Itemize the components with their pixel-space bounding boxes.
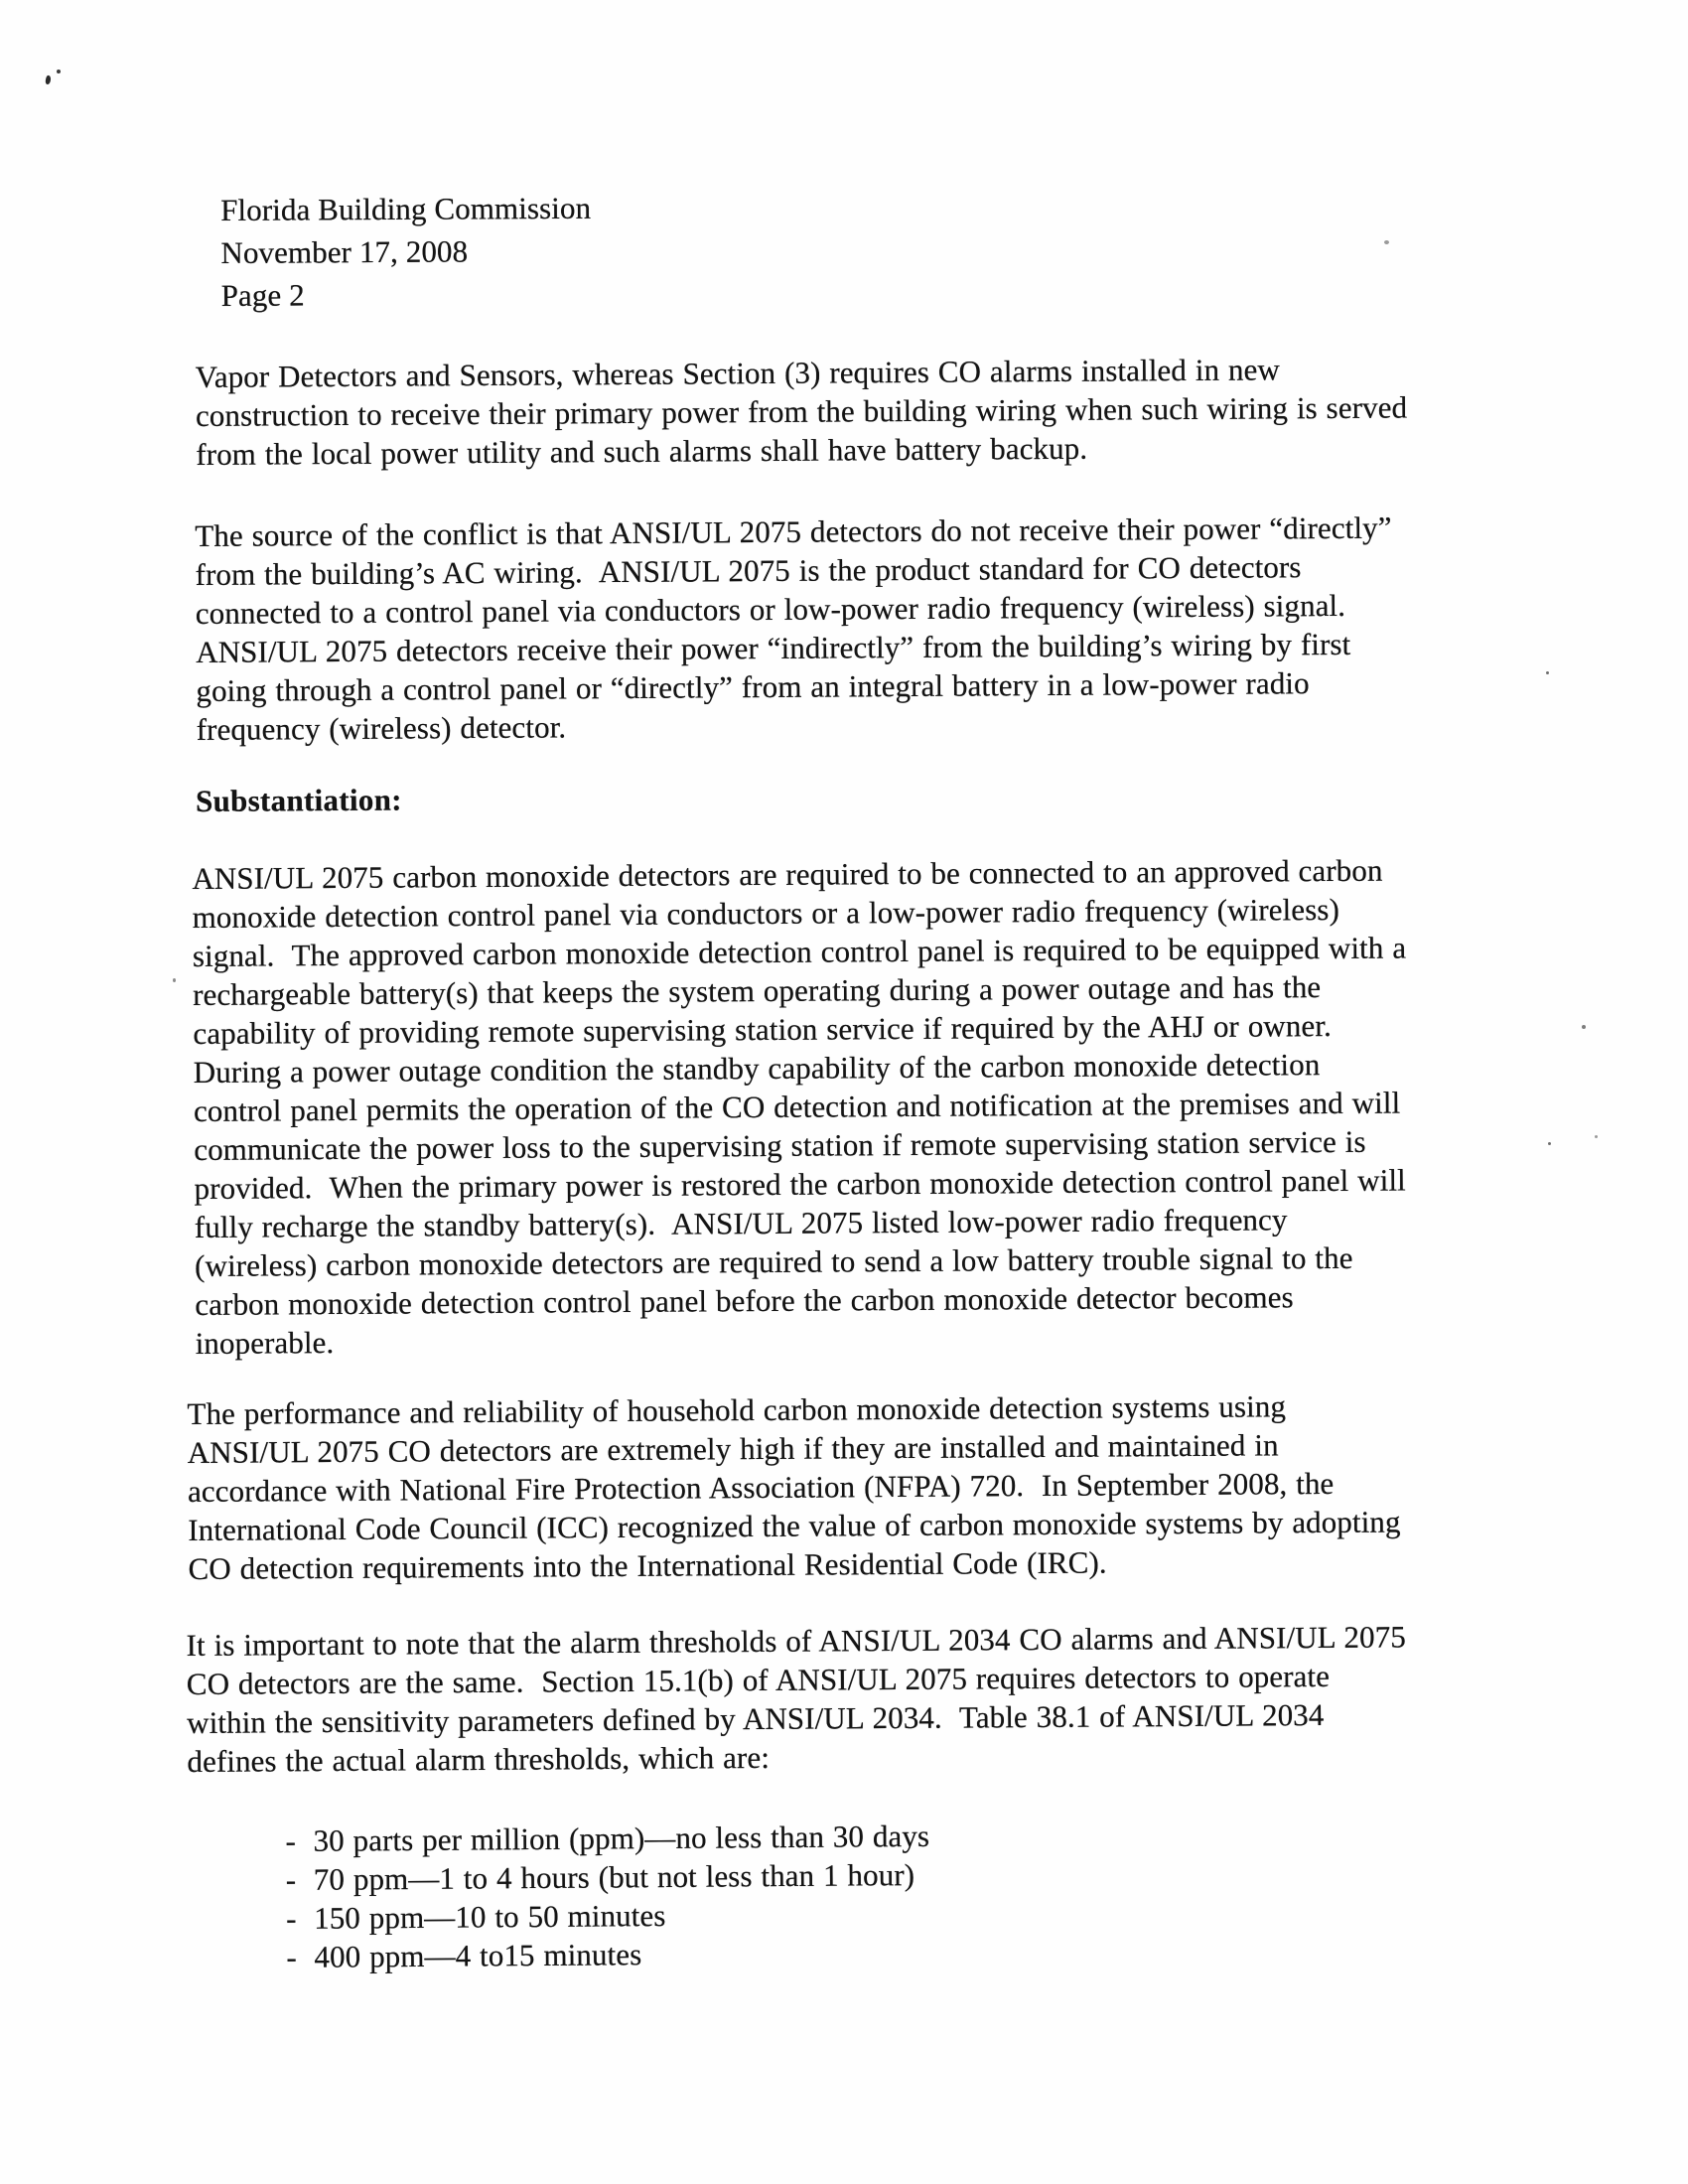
paragraph-co-alarm-power: Vapor Detectors and Sensors, whereas Section (3) requires CO alarms installed in new construction to receive their primary power from the building wiring when such wiring is served from the local power utility and such alarms shall have battery backup. xyxy=(195,352,1408,472)
list-item xyxy=(285,1817,929,1860)
alarm-threshold-list xyxy=(285,1817,930,1976)
list-item-text: 150 ppm—10 to 50 minutes xyxy=(314,1897,666,1936)
list-item-dash: - xyxy=(286,1939,298,1974)
letterhead-page-number: Page 2 xyxy=(220,277,305,313)
paragraph-substantiation: ANSI/UL 2075 carbon monoxide detectors are required to be connected to an approved carbon monoxide detection control panel via conductors or a low-power radio frequency (wireless) signal. The approved carbon monoxide detection control panel is required to be equipped with a rechargeable battery(s) that keeps the system operating during a power outage and has the capability of providing remote supervising station service if required by the AHJ or owner. During a power outage condition the standby capability of the carbon monoxide detection control panel permits the operation of the CO detection and notification at the premises and will communicate the power loss to the supervising station if remote supervising station service is provided. When the primary power is restored the carbon monoxide detection control panel will fully recharge the standby battery(s). ANSI/UL 2075 listed low-power radio frequency (wireless) carbon monoxide detectors are required to send a low battery trouble signal to the carbon monoxide detection control panel before the carbon monoxide detector becomes inoperable. xyxy=(192,852,1407,1361)
list-item-dash: - xyxy=(286,1900,297,1936)
scan-noise-speck xyxy=(173,978,176,982)
scan-noise-speck xyxy=(1384,240,1389,244)
ink-mark xyxy=(45,75,52,85)
list-item-dash: - xyxy=(285,1822,297,1859)
letterhead-block xyxy=(220,187,592,317)
list-item-text: 70 ppm—1 to 4 hours (but not less than 1 hour) xyxy=(313,1857,915,1897)
letterhead-organization: Florida Building Commission xyxy=(220,190,592,227)
list-item xyxy=(286,1894,930,1938)
letterhead-date: November 17, 2008 xyxy=(220,233,469,270)
list-item xyxy=(286,1933,930,1976)
list-item xyxy=(286,1855,930,1899)
scan-noise-speck xyxy=(1548,1142,1551,1145)
ink-mark xyxy=(57,70,61,73)
list-item-text: 400 ppm—4 to15 minutes xyxy=(314,1937,642,1974)
list-item-dash: - xyxy=(285,1861,297,1898)
paragraph-conflict-source: The source of the conflict is that ANSI/UL 2075 detectors do not receive their power “directly” from the building’s AC wiring. ANSI/UL 2075 is the product standard for CO detectors connected to a control panel via conductors or low-power radio frequency (wireless) signal. ANSI/UL 2075 detectors receive their power “indirectly” from the building’s wiring by first going through a control panel or “directly” from an integral battery in a low-power radio frequency (wireless) detector. xyxy=(195,510,1392,747)
substantiation-heading: Substantiation: xyxy=(195,782,402,818)
scan-noise-speck xyxy=(1546,671,1549,674)
scan-noise-speck xyxy=(1582,1025,1586,1029)
paragraph-alarm-thresholds: It is important to note that the alarm thresholds of ANSI/UL 2034 CO alarms and ANSI/UL 2075 CO detectors are the same. Section 15.1(b) of ANSI/UL 2075 requires detectors to operate within the sensitivity parameters defined by ANSI/UL 2034. Table 38.1 of ANSI/UL 2034 defines the actual alarm thresholds, which are: xyxy=(186,1619,1406,1779)
scan-noise-speck xyxy=(1595,1135,1598,1138)
paragraph-performance-reliability: The performance and reliability of household carbon monoxide detection systems using ANSI/UL 2075 CO detectors are extremely high if they are installed and maintained in accordance with National Fire Protection Association (NFPA) 720. In September 2008, the International Code Council (ICC) recognized the value of carbon monoxide systems by adopting CO detection requirements into the International Residential Code (IRC). xyxy=(187,1388,1401,1586)
list-item-text: 30 parts per million (ppm)—no less than 30 days xyxy=(313,1818,930,1858)
